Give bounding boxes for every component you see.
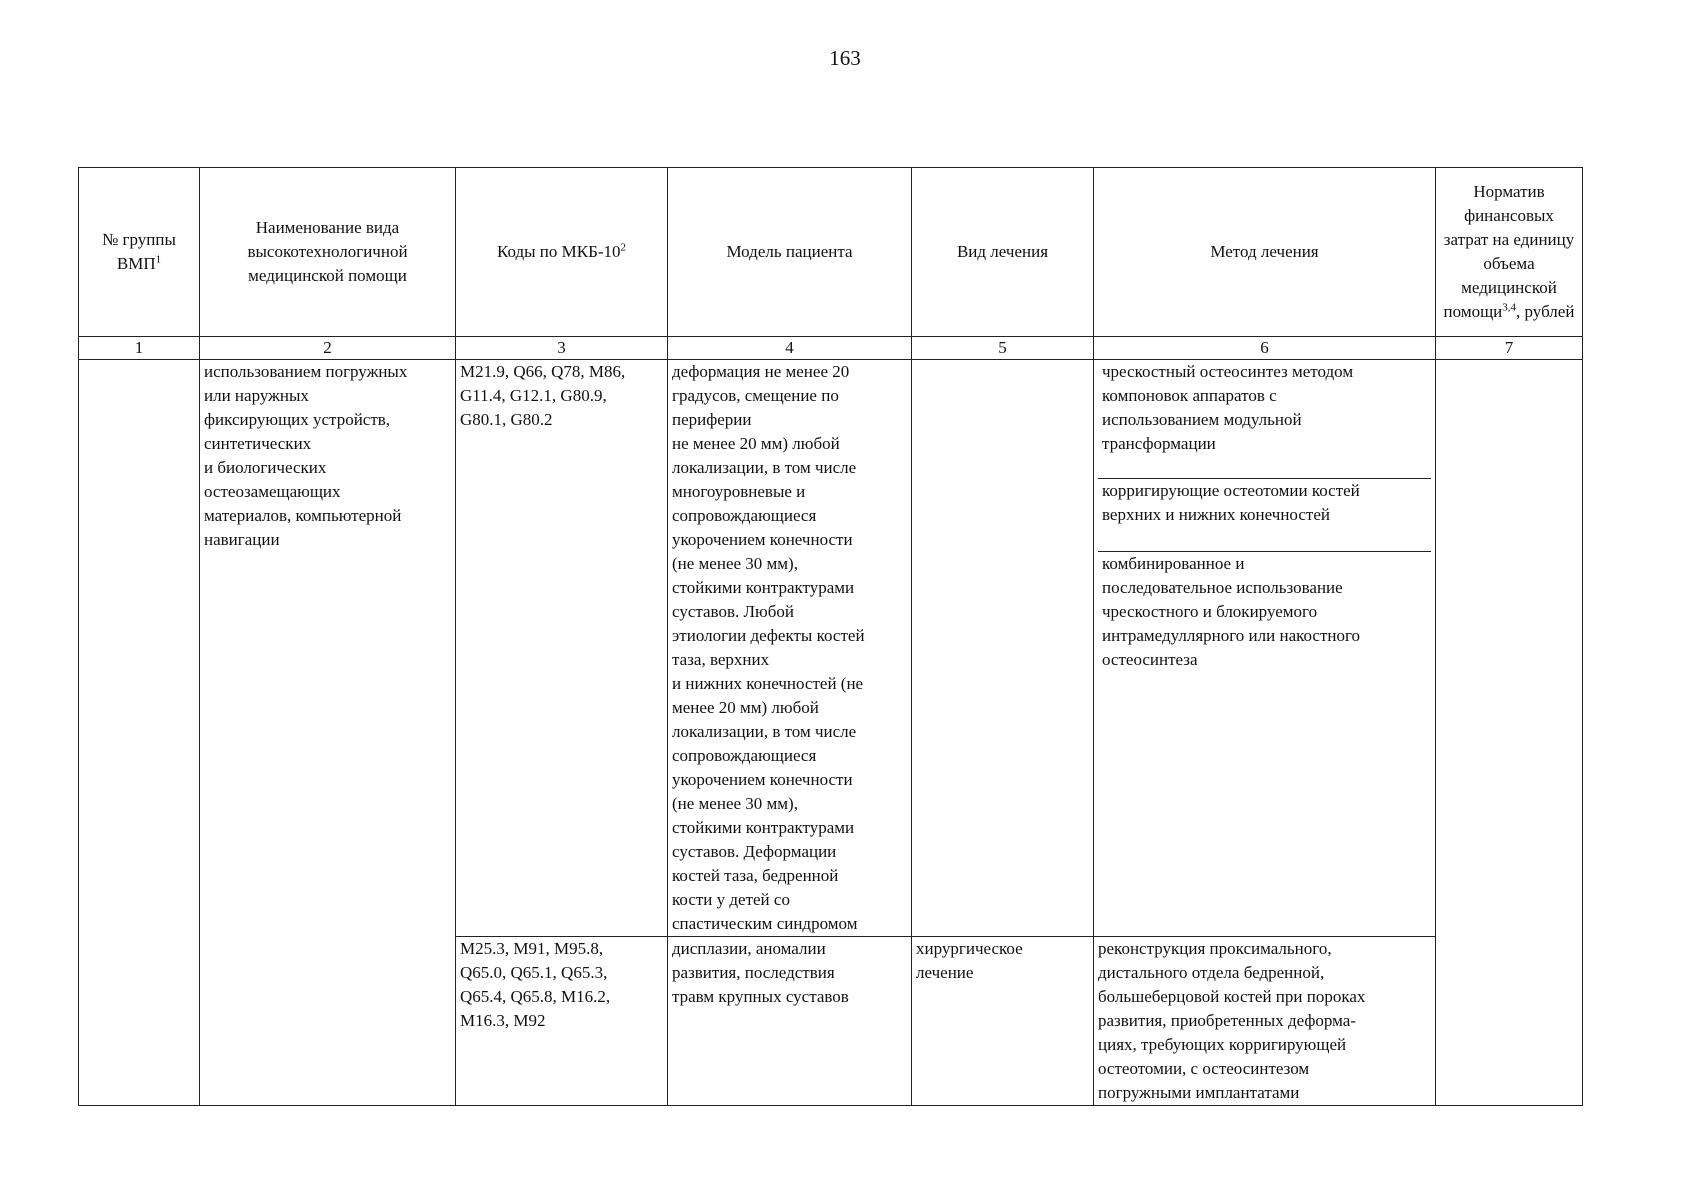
header-row: [79, 168, 1583, 337]
care-type-name-cell: использованием погружных или наружных фиксирующих устройств, синтетических и биологических остеозамещающих материалов, компьютерной навигации: [200, 360, 456, 1106]
treatment-type-cell: хирургическое лечение: [912, 937, 1094, 1106]
header-treatment-type: Вид лечения: [912, 168, 1094, 337]
column-number: 2: [200, 337, 456, 360]
vmp-table: [78, 167, 1583, 1106]
patient-model-cell: дисплазии, аномалии развития, последствия травм крупных суставов: [668, 937, 912, 1106]
page-number: 163: [829, 46, 861, 70]
header-care-type-name: Наименование вида высокотехнологичной медицинской помощи: [200, 168, 456, 337]
column-number: 1: [79, 337, 200, 360]
treatment-type-cell: [912, 360, 1094, 937]
header-icd-codes: Коды по МКБ-$10^2$: [456, 168, 668, 337]
icd-codes-cell: M21.9, Q66, Q78, M86, G11.4, G12.1, G80.9, G80.1, G80.2: [456, 360, 668, 937]
header-group-number: № группы ВМП$^1$: [79, 168, 200, 337]
treatment-method-item: комбинированное и последовательное использование чрескостного и блокируемого интрамедуллярного или накостного остеосинтеза: [1102, 554, 1361, 669]
column-number: 4: [668, 337, 912, 360]
icd-codes-cell: M25.3, M91, M95.8, Q65.0, Q65.1, Q65.3, Q65.4, Q65.8, M16.2, M16.3, M92: [456, 937, 668, 1106]
header-treatment-method: Метод лечения: [1094, 168, 1436, 337]
group-number-cell: [79, 360, 200, 1106]
column-number: 5: [912, 337, 1094, 360]
header-cost-norm: Норматив финансовых затрат на единицу объема медицинской помощи$^{3,4}$, рублей: [1436, 168, 1583, 337]
header-patient-model: Модель пациента: [668, 168, 912, 337]
column-number: 6: [1094, 337, 1436, 360]
treatment-method-cell: [1094, 360, 1436, 937]
table-row: [79, 360, 1583, 937]
treatment-method-item: чрескостный остеосинтез методом компоновок аппаратов с использованием модульной трансформации: [1098, 360, 1431, 479]
patient-model-cell: деформация не менее 20 градусов, смещение по периферии не менее 20 мм) любой локализации, в том числе многоуровневые и сопровождающиеся укорочением конечности (не менее 30 мм), стойкими контрактурами суставов. Любой этиологии дефекты костей таза, верхних и нижних конечностей (не менее 20 мм) любой локализации, в том числе сопровождающиеся укорочением конечности (не менее 30 мм), стойкими контрактурами суставов. Деформации костей таза, бедренной кости у детей со спастическим синдромом: [668, 360, 912, 937]
treatment-method-cell: реконструкция проксимального, дистального отдела бедренной, большеберцовой костей при пороках развития, приобретенных деформа- циях, требующих корригирующей остеотомии, с остеосинтезом погружными имплантатами: [1094, 937, 1436, 1106]
column-number: 3: [456, 337, 668, 360]
column-numbers-row: [79, 337, 1583, 360]
column-number: 7: [1436, 337, 1583, 360]
cost-norm-cell: [1436, 360, 1583, 1106]
treatment-method-item: корригирующие остеотомии костей верхних и нижних конечностей: [1098, 479, 1431, 552]
